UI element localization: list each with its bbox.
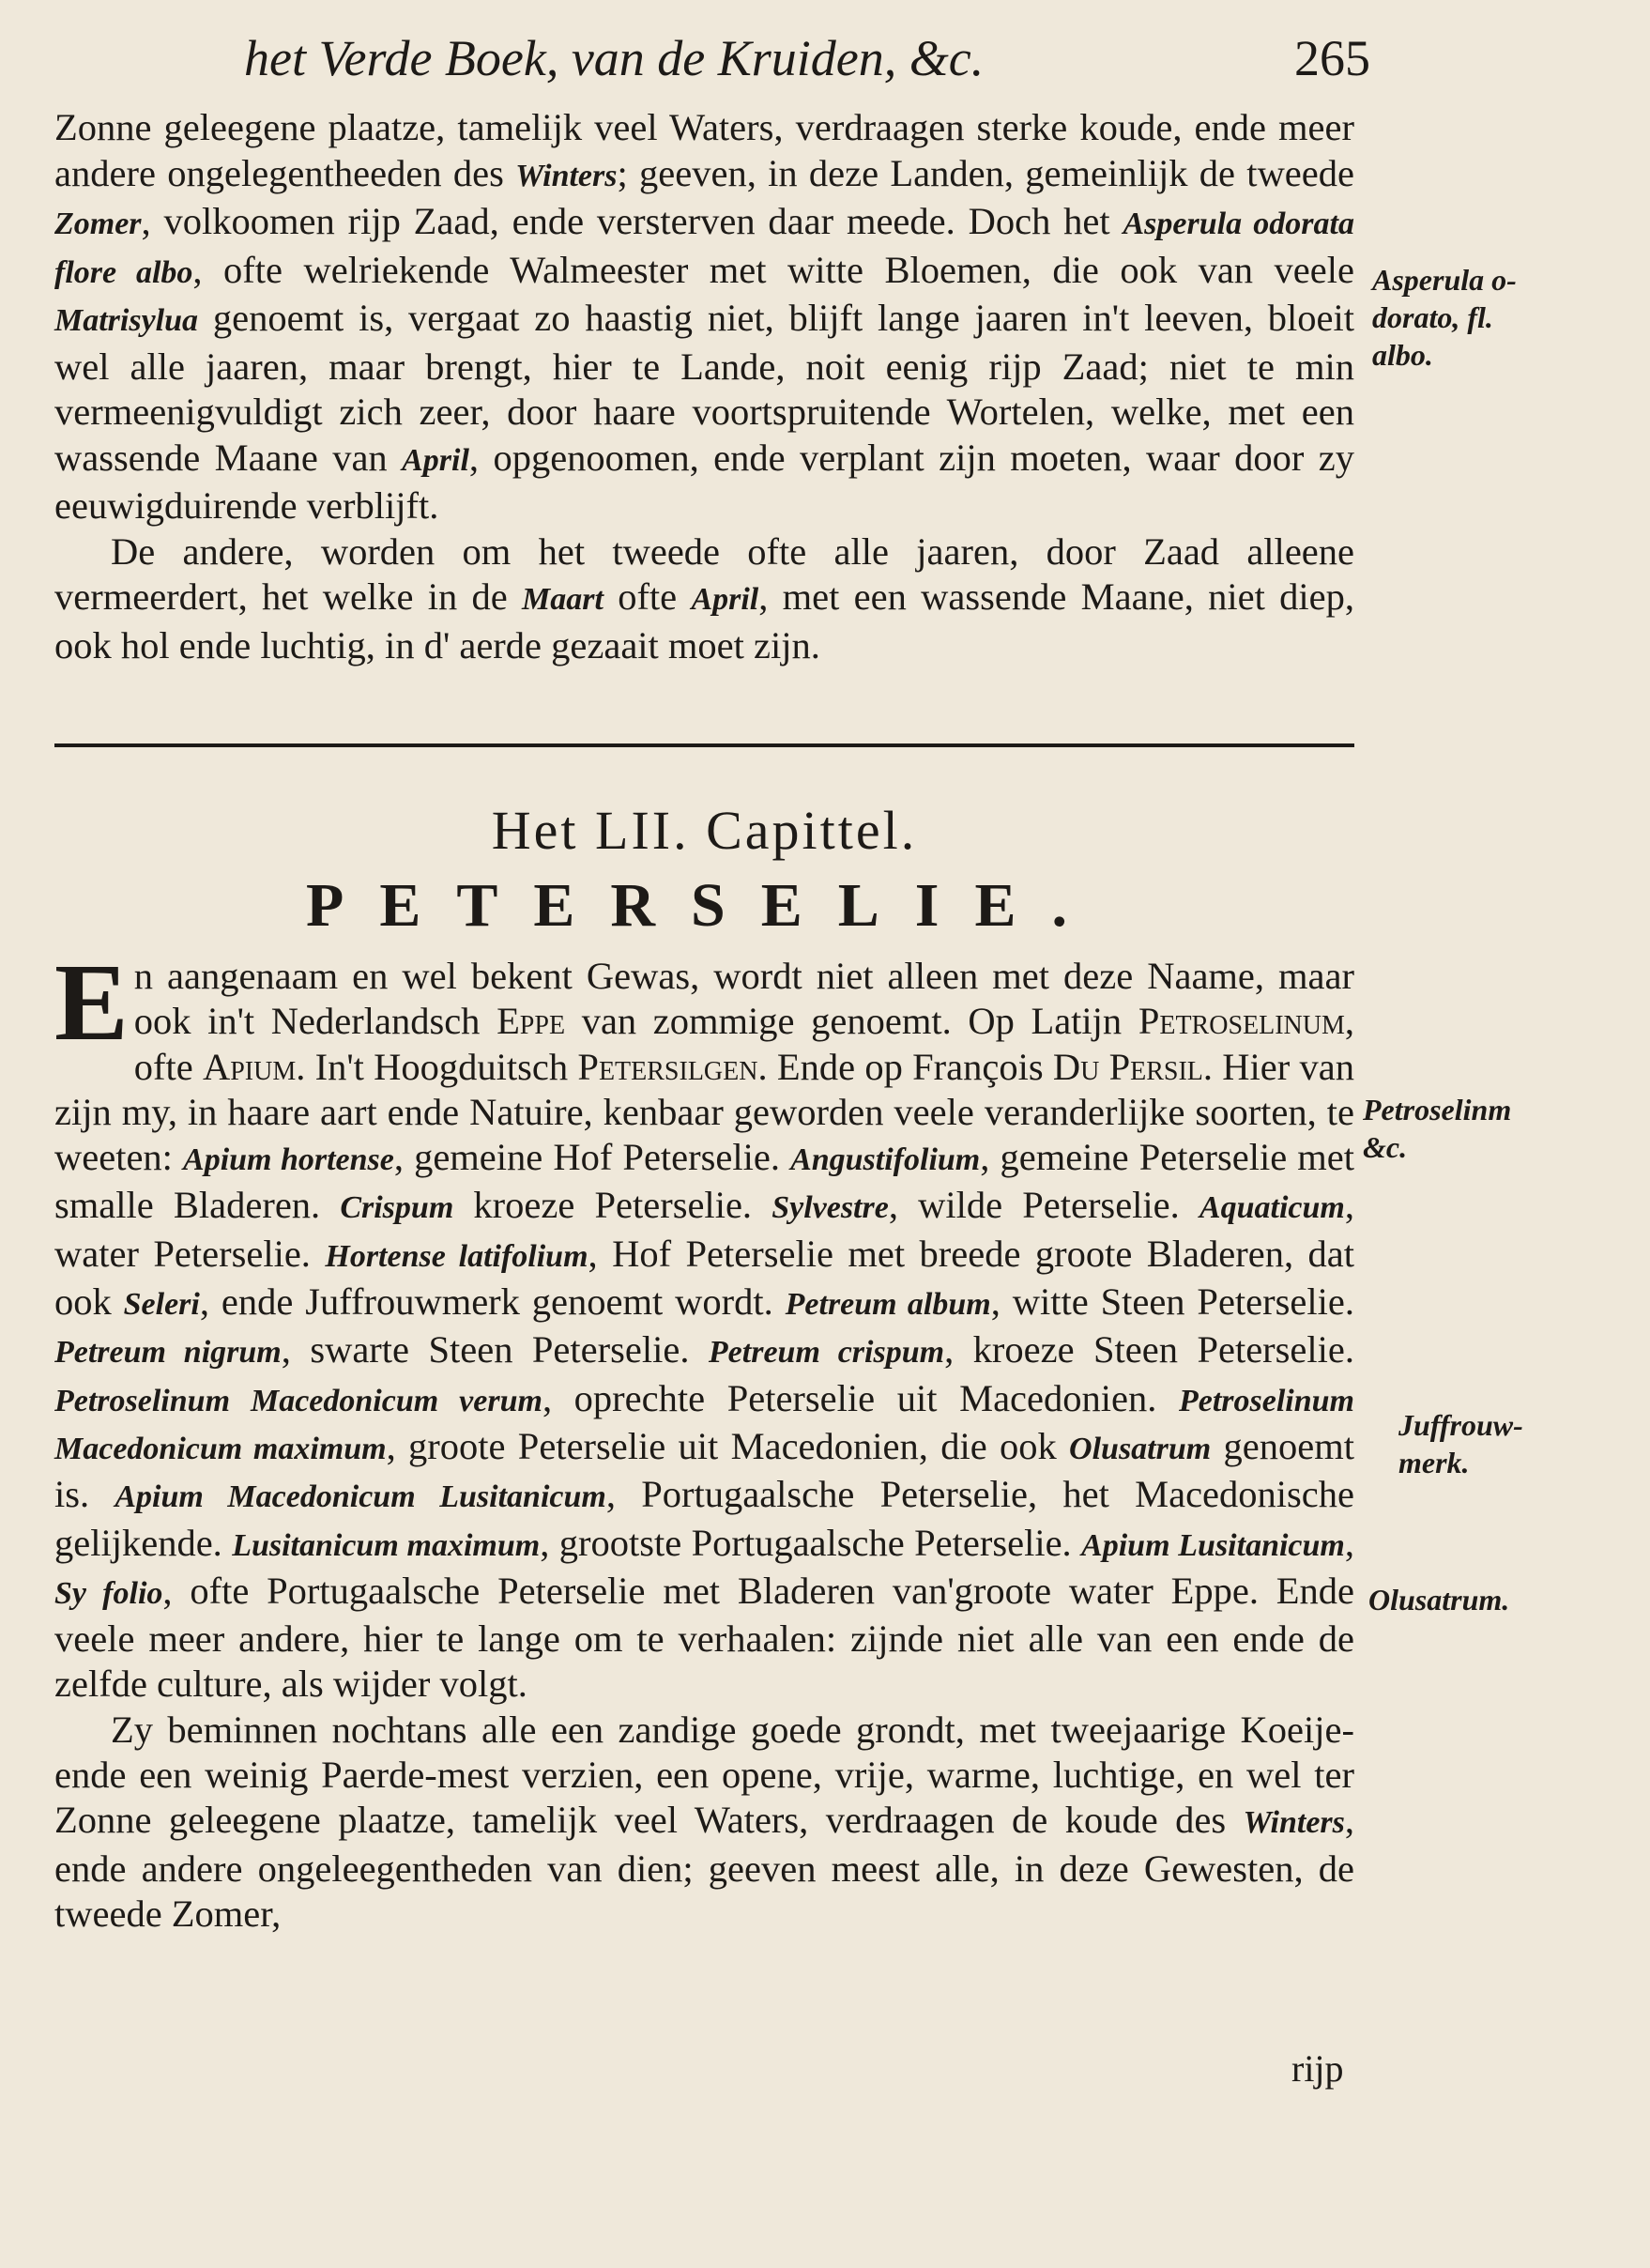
margin-note-line: Juffrouw- [1398, 1408, 1523, 1442]
text-run: , ofte welriekende Walmeester met witte Bloemen, die ook van veele [192, 248, 1354, 291]
text-run: van zommige genoemt. Op Latijn [565, 1000, 1138, 1043]
latin-term: Sylvestre [772, 1190, 889, 1226]
text-run: Zonne geleegene plaatze, tamelijk veel Waters, verdraagen sterke koude, ende meer andere ongelegentheeden des [54, 106, 1354, 194]
text-run: , wilde Peterselie. [888, 1184, 1199, 1227]
latin-term: Angustifolium [790, 1142, 981, 1178]
page-number: 265 [1294, 30, 1370, 86]
margin-note-olusatrum [1368, 1581, 1509, 1618]
margin-note-line: Petroselinm [1363, 1093, 1512, 1126]
text-run: , ende andere ongeleegentheden van dien; geeven meest alle, in deze Gewesten, de tweede Zomer, [54, 1799, 1354, 1935]
margin-note-asperula [1372, 261, 1517, 374]
text-run: , kroeze Steen Peterselie. [944, 1328, 1354, 1372]
text-run: , [1344, 1521, 1354, 1564]
margin-note-line: merk. [1398, 1446, 1470, 1479]
chapter-heading: Het LII. Capittel. [491, 800, 918, 861]
text-run: genoemt is. [54, 1424, 1354, 1516]
text-run: , gemeine Hof Peterselie. [393, 1136, 791, 1179]
text-run: n aangenaam en wel bekent Gewas, wordt niet alleen met deze Naame, maar ook in't Nederlandsch [133, 955, 1354, 1043]
small-caps-term: Apium [202, 1045, 297, 1088]
text-run: Zy beminnen nochtans alle een zandige goede grondt, met tweejaarige Koeije- ende een weinig Paerde-mest verzien, een opene, vrije, warme, luchtige, en wel ter Zonne geleegene plaatze, tamelijk veel Waters, verdraagen de koude des [54, 1708, 1354, 1842]
margin-note-juffrouwmerk [1398, 1406, 1523, 1481]
text-run: , grootste Portugaalsche Peterselie. [540, 1521, 1082, 1564]
margin-note-line: &c. [1363, 1130, 1408, 1164]
margin-note-petroselinum [1363, 1091, 1511, 1166]
latin-term: Crispum [340, 1190, 454, 1226]
text-run: De andere, worden om het tweede ofte alle jaaren, door Zaad alleene vermeerdert, het welke in de [54, 529, 1354, 618]
latin-term: Olusatrum [1069, 1431, 1212, 1466]
text-run: , groote Peterselie uit Macedonien, die ook [386, 1424, 1070, 1467]
catchword: rijp [1291, 2047, 1344, 2090]
latin-term: Petroselinum Macedonicum maximum [54, 1383, 1354, 1466]
text-run: , swarte Steen Peterselie. [281, 1328, 709, 1372]
top-text-block [54, 105, 1354, 668]
latin-term: Petreum album [785, 1287, 991, 1323]
latin-term: Seleri [123, 1287, 200, 1323]
latin-term: Winters [515, 158, 618, 193]
text-run: , oprechte Peterselie uit Macedonien. [542, 1376, 1179, 1419]
text-run: , Portugaalsche Peterselie, het Macedonische gelijkende. [54, 1473, 1354, 1564]
text-run: ofte [603, 575, 692, 618]
running-title: het Verde Boek, van de Kruiden, &c. [244, 30, 985, 86]
margin-note-line: albo. [1372, 338, 1433, 372]
text-run: . Hier van zijn my, in haare aart ende Natuire, kenbaar geworden veele veranderlijke soorten, te weeten: [54, 1045, 1354, 1179]
latin-term: Winters [1243, 1805, 1345, 1841]
text-run: . Ende op François [757, 1045, 1053, 1088]
latin-term: Sy folio [54, 1575, 163, 1611]
text-run: , witte Steen Peterselie. [990, 1280, 1354, 1324]
text-run: , water Peterselie. [54, 1184, 1354, 1275]
text-run: kroeze Peterselie. [453, 1184, 772, 1227]
latin-term: April [691, 582, 759, 617]
margin-note-line: Asperula o- [1372, 263, 1517, 297]
small-caps-term: Petersilgen [577, 1045, 758, 1088]
text-run: . In't Hoogduitsch [296, 1045, 578, 1088]
latin-term: Lusitanicum maximum [232, 1527, 541, 1563]
main-text-block [54, 941, 1355, 1937]
small-caps-term: Petroselinum [1138, 1000, 1345, 1043]
margin-note-line: Olusatrum. [1368, 1583, 1510, 1617]
latin-term: Petreum crispum [708, 1335, 945, 1371]
latin-term: Petroselinum Macedonicum verum [54, 1383, 542, 1418]
latin-term: Apium Macedonicum Lusitanicum [115, 1479, 606, 1515]
latin-term: Petreum nigrum [54, 1335, 282, 1371]
section-divider [54, 743, 1354, 747]
latin-term: April [402, 442, 469, 478]
latin-term: Apium hortense [183, 1142, 394, 1178]
main-paragraph-1 [54, 941, 1355, 1708]
main-paragraph-2 [54, 1708, 1354, 1937]
chapter-title: PETERSELIE. [306, 871, 1103, 940]
latin-term: Hortense latifolium [325, 1238, 588, 1274]
main-paragraph-1-text [54, 941, 1355, 1706]
text-run: ; geeven, in deze Landen, gemeinlijk de tweede [617, 151, 1354, 194]
text-run: , volkoomen rijp Zaad, ende versterven daar meede. Doch het [141, 200, 1123, 242]
latin-term: Matrisylua [54, 303, 199, 338]
latin-term: Maart [522, 582, 603, 617]
text-run: genoemt is, vergaat zo haastig niet, blijft lange jaaren in't leeven, bloeit wel alle jaaren, maar brengt, hier te Lande, noit eenig rijp Zaad; niet te min vermeenigvuldigt zich zeer, door haare voortspruitende Wortelen, welke, met een wassende Maane van [54, 297, 1354, 479]
text-run: , opgenoomen, ende verplant zijn moeten, waar door zy eeuwigduirende verblijft. [54, 436, 1354, 527]
margin-note-line: dorato, fl. [1372, 300, 1493, 334]
top-paragraph-1 [54, 105, 1354, 529]
small-caps-term: Du Persil [1052, 1045, 1203, 1088]
running-header [244, 21, 1370, 96]
text-run: , ofte Portugaalsche Peterselie met Bladeren van'groote water Eppe. Ende veele meer andere, hier te lange om te verhaalen: zijnde niet alle van een ende de zelfde culture, als wijder volgt. [54, 1569, 1355, 1706]
latin-term: Aquaticum [1199, 1190, 1345, 1226]
latin-term: Asperula odorata flore albo [54, 207, 1354, 290]
drop-cap: E [54, 941, 129, 1064]
latin-term: Apium Lusitanicum [1081, 1527, 1345, 1563]
text-run: , met een wassende Maane, niet diep, ook hol ende luchtig, in d' aerde gezaait moet zijn. [54, 575, 1355, 667]
text-run: , ofte [133, 1000, 1355, 1088]
text-run: , ende Juffrouwmerk genoemt wordt. [199, 1280, 786, 1324]
text-run: , gemeine Peterselie met smalle Bladeren. [54, 1136, 1354, 1227]
latin-term: Zomer [54, 207, 142, 241]
text-run: , Hof Peterselie met breede groote Bladeren, dat ook [54, 1232, 1355, 1324]
top-paragraph-2 [54, 529, 1354, 669]
small-caps-term: Eppe [497, 1000, 566, 1043]
